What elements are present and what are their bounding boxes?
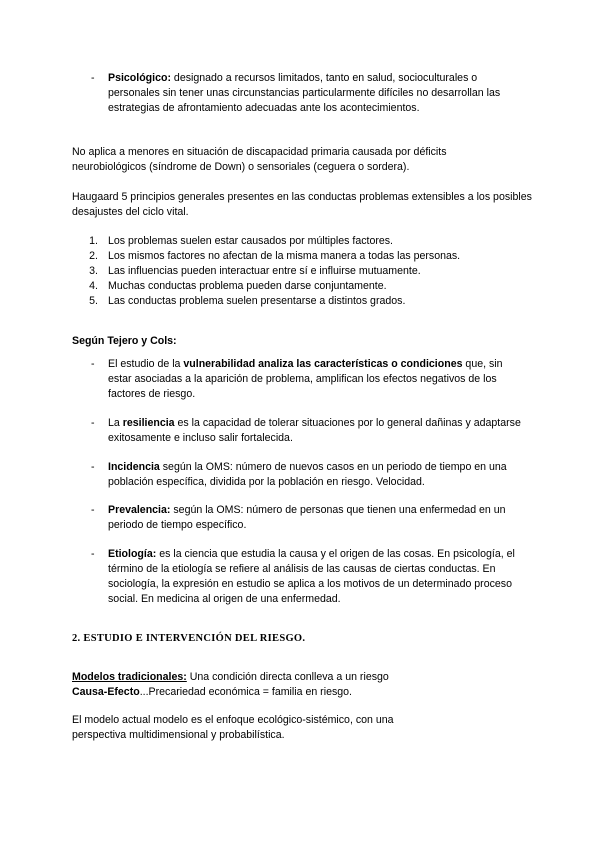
resil-pre: La [108,417,123,429]
principle-item: Los problemas suelen estar causados por múltiples factores. [108,235,394,247]
list-number: 5. [89,295,98,307]
vuln-post: que, sin estar asociadas a la aparición de problema, amplifican los efectos negativos de los factores de riesgo. [108,358,503,400]
bullet-dash: - [91,417,95,429]
section-heading: 2. ESTUDIO E INTERVENCIÓN DEL RIESGO. [72,633,306,644]
psicologico-item [108,71,528,116]
list-number: 2. [89,250,98,262]
principle-item: Los mismos factores no afectan de la misma manera a todas las personas. [108,250,461,262]
principle-item: Muchas conductas problema pueden darse conjuntamente. [108,280,387,292]
bullet-dash: - [91,72,95,84]
preval-bold: Prevalencia: [108,504,171,516]
tejero-heading: Según Tejero y Cols: [72,335,177,347]
modelos-label: Modelos tradicionales: [72,671,187,683]
etiologia-item [108,547,533,607]
resil-bold: resiliencia [122,417,175,429]
modelos-line [72,670,532,685]
vuln-bold: vulnerabilidad analiza las características o condiciones [183,358,463,370]
resil-post: es la capacidad de tolerar situaciones por lo general dañinas y adaptarse exitosamente e incluso salir fortalecida. [108,417,521,444]
principle-item: Las influencias pueden interactuar entre sí e influirse mutuamente. [108,265,421,277]
haugaard-paragraph: Haugaard 5 principios generales presentes en las conductas problemas extensibles a los posibles desajustes del ciclo vital. [72,191,532,218]
causa-text: ...Precariedad económica = familia en riesgo. [139,686,352,698]
principle-item: Las conductas problema suelen presentarse a distintos grados. [108,295,406,307]
causa-line [72,685,532,700]
term-psicologico: Psicológico: [108,72,171,84]
list-number: 3. [89,265,98,277]
vuln-pre: El estudio de la [108,358,184,370]
incidencia-item [108,460,533,490]
modelos-text: Una condición directa conlleva a un riesgo [186,671,389,683]
bullet-dash: - [91,548,95,560]
causa-label: Causa-Efecto [72,686,140,698]
etio-bold: Etiología: [108,548,157,560]
list-number: 1. [89,235,98,247]
no-aplica-paragraph: No aplica a menores en situación de discapacidad primaria causada por déficits neurobiológicos (síndrome de Down) o sensoriales (ceguera o sordera). [72,146,447,173]
incid-bold: Incidencia [108,461,160,473]
incid-post: según la OMS: número de nuevos casos en un periodo de tiempo en una población específica, dividida por la población en riesgo. Velocidad. [108,461,507,488]
etio-post: es la ciencia que estudia la causa y el origen de las cosas. En psicología, el término de la etiología se refiere al análisis de las causas de ciertas conductas. En sociología, la expresión en estudio se aplica a los motivos de un determinado proceso social. En medicina al origen de una enfermedad. [108,548,515,605]
vulnerabilidad-item [108,357,528,402]
psicologico-text: designado a recursos limitados, tanto en salud, socioculturales o personales sin tener unas circunstancias particularmente difíciles no desarrollan las estrategias de afrontamiento adecuadas ante los acontecimientos. [108,72,501,114]
bullet-dash: - [91,504,95,516]
list-number: 4. [89,280,98,292]
resiliencia-item [108,416,528,446]
modelo-actual-paragraph: El modelo actual modelo es el enfoque ecológico-sistémico, con una perspectiva multidimensional y probabilística. [72,714,394,741]
prevalencia-item [108,503,533,533]
bullet-dash: - [91,358,95,370]
bullet-dash: - [91,461,95,473]
preval-post: según la OMS: número de personas que tienen una enfermedad en un periodo de tiempo específico. [108,504,506,531]
